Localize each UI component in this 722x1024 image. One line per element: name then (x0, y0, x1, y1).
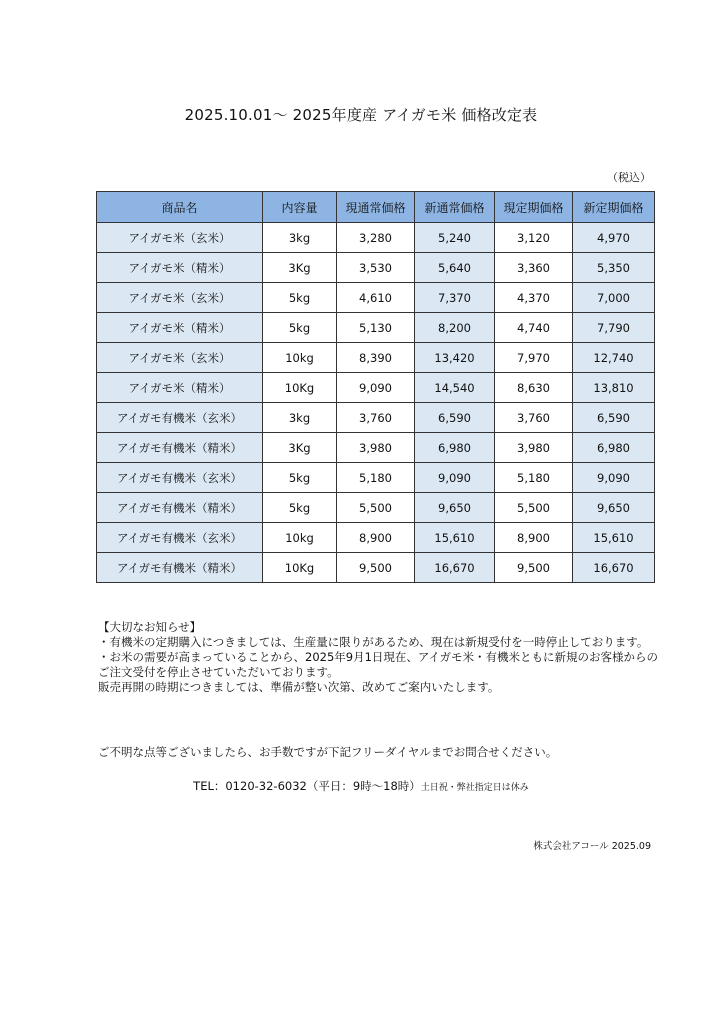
column-header-capacity: 内容量 (263, 192, 337, 223)
new-subscription-price: 9,650 (573, 493, 655, 523)
phone-number: TEL：0120-32-6032（平日：9時～18時） (193, 779, 421, 793)
new-regular-price: 16,670 (415, 553, 495, 583)
new-subscription-price: 4,970 (573, 223, 655, 253)
column-header-new-regular: 新通常価格 (415, 192, 495, 223)
new-regular-price: 13,420 (415, 343, 495, 373)
current-regular-price: 5,180 (337, 463, 415, 493)
table-row (97, 343, 655, 373)
current-regular-price: 9,500 (337, 553, 415, 583)
new-regular-price: 6,590 (415, 403, 495, 433)
table-row (97, 223, 655, 253)
table-row (97, 493, 655, 523)
new-regular-price: 7,370 (415, 283, 495, 313)
new-subscription-price: 5,350 (573, 253, 655, 283)
current-subscription-price: 3,120 (495, 223, 573, 253)
table-row (97, 433, 655, 463)
product-name: アイガモ有機米（精米） (97, 553, 263, 583)
notice-line: ・お米の需要が高まっていることから、2025年9月1日現在、アイガモ米・有機米ともに新規のお客様からのご注文受付を停止させていただいております。 (98, 650, 659, 679)
table-row (97, 283, 655, 313)
current-regular-price: 3,980 (337, 433, 415, 463)
capacity: 3kg (263, 223, 337, 253)
capacity: 3Kg (263, 253, 337, 283)
contact-phone (0, 778, 722, 794)
inquiry-text: ご不明な点等ございましたら、お手数ですが下記フリーダイヤルまでお問合せください。 (98, 745, 558, 759)
company-signature: 株式会社アコール 2025.09 (533, 841, 651, 852)
current-regular-price: 3,530 (337, 253, 415, 283)
current-regular-price: 8,390 (337, 343, 415, 373)
new-subscription-price: 6,590 (573, 403, 655, 433)
column-header-current-regular: 現通常価格 (337, 192, 415, 223)
product-name: アイガモ米（精米） (97, 373, 263, 403)
table-row (97, 373, 655, 403)
current-subscription-price: 7,970 (495, 343, 573, 373)
current-subscription-price: 5,180 (495, 463, 573, 493)
important-notice (98, 620, 658, 695)
closed-days-note: 土日祝・弊社指定日は休み (420, 783, 529, 793)
current-regular-price: 8,900 (337, 523, 415, 553)
table-row (97, 253, 655, 283)
current-subscription-price: 8,630 (495, 373, 573, 403)
product-name: アイガモ米（精米） (97, 253, 263, 283)
new-regular-price: 6,980 (415, 433, 495, 463)
document-title: 2025.10.01～ 2025年度産 アイガモ米 価格改定表 (184, 106, 538, 124)
capacity: 5kg (263, 493, 337, 523)
product-name: アイガモ有機米（玄米） (97, 463, 263, 493)
capacity: 3Kg (263, 433, 337, 463)
capacity: 5kg (263, 283, 337, 313)
table-header-row (97, 192, 655, 223)
table-row (97, 523, 655, 553)
new-subscription-price: 16,670 (573, 553, 655, 583)
column-header-product: 商品名 (97, 192, 263, 223)
capacity: 10kg (263, 343, 337, 373)
new-regular-price: 14,540 (415, 373, 495, 403)
current-regular-price: 5,130 (337, 313, 415, 343)
current-subscription-price: 9,500 (495, 553, 573, 583)
new-regular-price: 8,200 (415, 313, 495, 343)
new-subscription-price: 15,610 (573, 523, 655, 553)
product-name: アイガモ有機米（精米） (97, 493, 263, 523)
current-subscription-price: 3,360 (495, 253, 573, 283)
capacity: 5kg (263, 313, 337, 343)
new-subscription-price: 6,980 (573, 433, 655, 463)
product-name: アイガモ米（玄米） (97, 343, 263, 373)
column-header-current-subscription: 現定期価格 (495, 192, 573, 223)
price-table (96, 191, 655, 583)
current-subscription-price: 3,980 (495, 433, 573, 463)
current-subscription-price: 3,760 (495, 403, 573, 433)
current-subscription-price: 8,900 (495, 523, 573, 553)
notice-line: 販売再開の時期につきましては、準備が整い次第、改めてご案内いたします。 (98, 680, 500, 694)
new-regular-price: 9,090 (415, 463, 495, 493)
new-subscription-price: 7,790 (573, 313, 655, 343)
current-regular-price: 9,090 (337, 373, 415, 403)
current-regular-price: 3,760 (337, 403, 415, 433)
new-regular-price: 5,240 (415, 223, 495, 253)
capacity: 3kg (263, 403, 337, 433)
tax-included-note: （税込） (607, 171, 651, 184)
table-row (97, 313, 655, 343)
capacity: 5kg (263, 463, 337, 493)
product-name: アイガモ米（精米） (97, 313, 263, 343)
product-name: アイガモ有機米（精米） (97, 433, 263, 463)
table-row (97, 403, 655, 433)
new-regular-price: 15,610 (415, 523, 495, 553)
column-header-new-subscription: 新定期価格 (573, 192, 655, 223)
notice-heading: 【大切なお知らせ】 (98, 620, 202, 634)
current-regular-price: 5,500 (337, 493, 415, 523)
current-subscription-price: 5,500 (495, 493, 573, 523)
capacity: 10Kg (263, 373, 337, 403)
product-name: アイガモ米（玄米） (97, 223, 263, 253)
table-row (97, 463, 655, 493)
new-subscription-price: 13,810 (573, 373, 655, 403)
new-subscription-price: 7,000 (573, 283, 655, 313)
product-name: アイガモ有機米（玄米） (97, 523, 263, 553)
new-regular-price: 9,650 (415, 493, 495, 523)
current-regular-price: 3,280 (337, 223, 415, 253)
current-regular-price: 4,610 (337, 283, 415, 313)
table-row (97, 553, 655, 583)
product-name: アイガモ米（玄米） (97, 283, 263, 313)
new-subscription-price: 9,090 (573, 463, 655, 493)
new-regular-price: 5,640 (415, 253, 495, 283)
new-subscription-price: 12,740 (573, 343, 655, 373)
product-name: アイガモ有機米（玄米） (97, 403, 263, 433)
current-subscription-price: 4,370 (495, 283, 573, 313)
capacity: 10kg (263, 523, 337, 553)
capacity: 10Kg (263, 553, 337, 583)
current-subscription-price: 4,740 (495, 313, 573, 343)
notice-line: ・有機米の定期購入につきましては、生産量に限りがあるため、現在は新規受付を一時停止しております。 (98, 635, 649, 649)
